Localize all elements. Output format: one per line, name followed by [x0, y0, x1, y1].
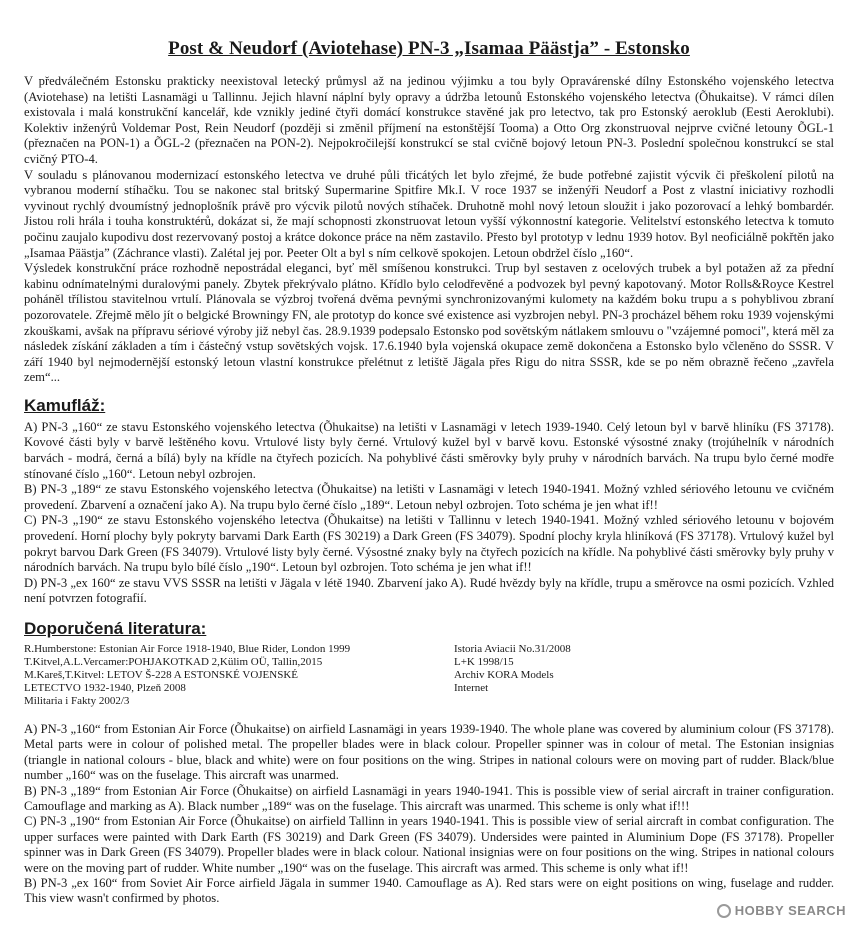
literature-list [24, 643, 834, 708]
hobbysearch-logo-icon [717, 904, 731, 918]
english-camouflage-item: C) PN-3 „190“ from Estonian Air Force (Õhukaitse) on airfield Tallinn in years 1940-1941. This is possible view of serial aircraft in combat configuration. The upper surfaces were painted with Dark Earth (FS 30219) and Dark Green (FS 34079). Undersides were painted in Aluminium Dope (FS 37178). Propeller spinner was in Dark Green (FS 34079). Propeller blades were in black colour. National insignias were on four positions on the wing. Stripes in national colours were on the moving part of rudder. White number „190“ was on the fuselage. This aircraft was armed. This scheme is only what if!! [24, 814, 834, 875]
watermark-brand: HOBBY SEARCH [734, 903, 846, 918]
literature-heading: Doporučená literatura: [24, 619, 207, 638]
intro-paragraph: V souladu s plánovanou modernizací estonského letectva ve druhé půli třicátých let bylo zřejmé, že bude potřebné zajistit výcvik či přeškolení pilotů na vybranou moderní stíhačku. Tou se nakonec stal britský Supermarine Spitfire Mk.I. V roce 1937 se inženýři Neudorf a Post z vlastní iniciativy rozhodli vyvinout rychlý dvoumístný jednoplošník právě pro výcvik pilotů nových stíhaček. Druhotně mohl nový letoun sloužit i jako pozorovací a lehký bombardér. Jistou roli hrála i touha konstruktérů, dokázat si, že mají schopnosti zkonstruovat letoun vyšší výkonnostní kategorie. Velitelství estonského letectva k tomuto počinu zaujalo kupodivu dost rezervovaný postoj a krátce dokonce práce na něm zastavilo. Přesto byl prototyp v lednu 1939 hotov. Byl neoficiálně pokřtěn jako „Isamaa Päästja” (Záchrance vlasti). Zalétal jej por. Peeter Olt a byl s ním celkově spokojen. Letoun obdržel číslo „160“. [24, 167, 834, 260]
literature-column-right [454, 643, 754, 708]
literature-item: T.Kitvel,A.L.Vercamer:POHJAKOTKAD 2,Külim OÜ, Tallin,2015 [24, 656, 323, 668]
literature-item: M.Kareš,T.Kitvel: LETOV Š-228 A ESTONSKÉ VOJENSKÉ [24, 669, 298, 681]
watermark [717, 903, 846, 918]
intro-paragraph: Výsledek konstrukční práce rozhodně nepostrádal eleganci, byť měl smíšenou konstrukci. Trup byl sestaven z ocelových trubek a byl potažen až za přední kabinu odnímatelnými duralovými panely. Zbytek překrývalo plátno. Křídlo bylo celodřevěné a podvozek byl pevný kapotovaný. Motor Rolls&Royce Kestrel poháněl třílistou stavitelnou vrtulí. Plánovala se výzbroj tvořená dvěma pevnými synchronizovanými kulomety na každém boku trupu a s pohyblivou zbraní pozorovatele. Zřejmě mělo jít o belgické Browningy FN, ale prototyp do konce své existence asi vyzbrojen nebyl. PN-3 procházel během roku 1939 vojenskými zkouškami, avšak na přípravu sériové výroby již nebyl čas. 28.9.1939 podepsalo Estonsko pod sovětským nátlakem smlouvu o "vzájemné pomoci", která měl za následek získání základen a tím i částečný vstup sovětských vojsk. 17.6.1940 byla vojenská okupace země dokončena a Estonsko bylo včleněno do SSSR. V září 1940 byl nejmodernější estonský letoun vlastní konstrukce přelétnut z letiště Jägala přes Rigu do nitra SSSR, kde se po něm obrazně řečeno „zavřela zem“... [24, 261, 834, 385]
camouflage-item: C) PN-3 „190“ ze stavu Estonského vojenského letectva (Õhukaitse) na letišti v Tallinnu v letech 1940-1941. Možný vzhled sériového letounu v bojovém provedení. Horní plochy byly pokryty barvami Dark Earth (FS 30219) a Dark Green (FS 34079). Spodní plochy kryla hliníková (FS 37178). Vrtulový kužel byl pokryt barvou Dark Green (FS 34079). Vrtulové listy byly černé. Výsostné znaky byly na čtyřech pozicích na křídle. Na pohyblivé části směrovky byly pruhy v národních barvách. Na trupu bylo bílé číslo „190“. Letoun byl ozbrojen. Toto schéma je jen what if!! [24, 513, 834, 575]
literature-item: Istoria Aviacii No.31/2008 [454, 643, 571, 655]
camouflage-item: D) PN-3 „ex 160“ ze stavu VVS SSSR na letišti v Jägala v létě 1940. Zbarvení jako A). Rudé hvězdy byly na křídle, trupu a směrovce na osmi pozicích. Vzhled není potvrzen fotografií. [24, 575, 834, 606]
camouflage-heading: Kamufláž: [24, 395, 106, 415]
camouflage-section [24, 420, 834, 607]
literature-item: Militaria i Fakty 2002/3 [24, 695, 130, 707]
page-title: Post & Neudorf (Aviotehase) PN-3 „Isamaa Päästja” - Estonsko [168, 38, 690, 59]
camouflage-item: A) PN-3 „160“ ze stavu Estonského vojenského letectva (Õhukaitse) na letišti v Lasnamägi v letech 1939-1940. Celý letoun byl v barvě hliníku (FS 37178). Kovové části byly v barvě leštěného kovu. Vrtulové listy byly černé. Vrtulový kužel byl v barvě kovu. Estonské výsostné znaky (trojúhelník v národních barvách - modrá, černá a bílá) byly na křídle na čtyřech pozicích. Na pohyblivé části směrovky byly pruhy v národních barvách. Na trupu bylo černé modře stínované číslo „160“. Letoun nebyl ozbrojen. [24, 419, 834, 481]
english-camouflage-item: A) PN-3 „160“ from Estonian Air Force (Õhukaitse) on airfield Lasnamägi in years 1939-1940. The whole plane was covered by aluminium colour (FS 37178). Metal parts were in colour of polished metal. The propeller blades were in black colour. Propeller spinner was in colour of metal. The Estonian insignias (triangle in national colours - blue, black and white) were on four positions on the wing. Stripes in national colours were on moving part of rudder. Black/blue number „160“ was on the fuselage. This aircraft was unarmed. [24, 722, 834, 783]
english-camouflage-item: B) PN-3 „ex 160“ from Soviet Air Force airfield Jägala in summer 1940. Camouflage as A). Red stars were on eight positions on wing, fuselage and rudder. This view wasn't confirmed by photos. [24, 876, 834, 906]
literature-item: Archiv KORA Models [454, 669, 554, 681]
english-camouflage-item: B) PN-3 „189“ from Estonian Air Force (Õhukaitse) on airfield Lasnamägi in years 1940-1941. This is possible view of serial aircraft in trainer configuration. Camouflage and marking as A). Black number „189“ was on the fuselage. This aircraft was unarmed. This scheme is only what if!!! [24, 783, 834, 814]
document-page [24, 38, 834, 907]
literature-item: LETECTVO 1932-1940, Plzeň 2008 [24, 682, 186, 694]
literature-item: L+K 1998/15 [454, 656, 514, 668]
literature-item: R.Humberstone: Estonian Air Force 1918-1940, Blue Rider, London 1999 [24, 643, 351, 655]
literature-item: Internet [454, 682, 489, 694]
literature-column-left [24, 643, 454, 708]
english-camouflage-section [24, 722, 834, 907]
camouflage-item: B) PN-3 „189“ ze stavu Estonského vojenského letectva (Õhukaitse) na letišti v Lasnamägi v letech 1940-1941. Možný vzhled sériového letounu ve cvičném provedení. Zbarvení a označení jako A). Na trupu bylo černé číslo „189“. Letoun nebyl ozbrojen. Toto schéma je jen what if!! [24, 482, 834, 512]
intro-section [24, 74, 834, 386]
intro-paragraph: V předválečném Estonsku prakticky neexistoval letecký průmysl až na jedinou výjimku a tou byly Opravárenské dílny Estonského vojenského letectva (Aviotehase) na letišti Lasnamägi u Tallinnu. Jejich hlavní náplní byly opravy a údržba letounů Estonského vojenského letectva (Õhukaitse). V rámci dílen existovala i malá konstrukční kancelář, kde vznikly jediné čtyři domácí konstrukce stavěné jak pro letectvo, tak pro Estonský aeroklub (Eesti Aeroklubi). Kolektiv inženýrů Voldemar Post, Rein Neudorf (později si změnil příjmení na estonštější Tooma) a Otto Org zkonstruoval nejprve cvičné letouny ÕGL-1 (přeznačen na PON-1) a ÕGL-2 (přeznačen na PON-2). Nejpokročilejší konstrukcí se stal cvičně bojový letoun PN-3. Poslední společnou konstrukcí se stal cvičný PTO-4. [24, 74, 834, 166]
